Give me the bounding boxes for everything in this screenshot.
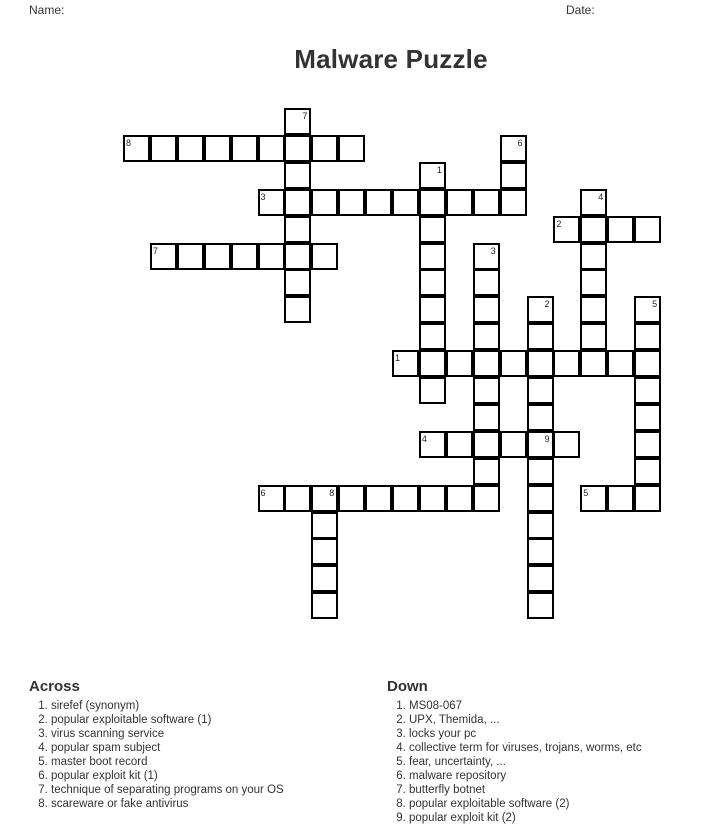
clue-number: 7: [152, 245, 158, 256]
down-clue: 6. malware repository: [409, 769, 707, 783]
grid-cell[interactable]: [419, 216, 446, 243]
clue-number: 2: [544, 299, 550, 310]
across-clue: 7. technique of separating programs on your OS: [51, 783, 359, 797]
grid-cell[interactable]: [580, 243, 607, 270]
grid-cell[interactable]: [500, 431, 527, 458]
grid-cell[interactable]: [284, 216, 311, 243]
grid-cell[interactable]: [284, 269, 311, 296]
page-title: Malware Puzzle: [294, 44, 488, 74]
grid-cell[interactable]: [527, 377, 554, 404]
clue-number: 8: [126, 137, 132, 148]
grid-cell[interactable]: [527, 404, 554, 431]
grid-cell[interactable]: [527, 350, 554, 377]
grid-cell[interactable]: [580, 269, 607, 296]
grid-cell[interactable]: [580, 296, 607, 323]
grid-cell[interactable]: [258, 135, 285, 162]
grid-cell[interactable]: [527, 512, 554, 539]
down-clue: 8. popular exploitable software (2): [409, 797, 707, 811]
grid-cell[interactable]: [311, 243, 338, 270]
grid-cell[interactable]: [473, 350, 500, 377]
grid-cell[interactable]: [553, 431, 580, 458]
grid-cell[interactable]: [311, 538, 338, 565]
grid-cell[interactable]: [473, 269, 500, 296]
date-label: Date:: [566, 3, 595, 17]
grid-cell[interactable]: [500, 350, 527, 377]
grid-cell[interactable]: [231, 243, 258, 270]
grid-cell[interactable]: [258, 243, 285, 270]
grid-cell[interactable]: [231, 135, 258, 162]
grid-cell[interactable]: [419, 377, 446, 404]
grid-cell[interactable]: [338, 189, 365, 216]
across-clue: 3. virus scanning service: [51, 727, 359, 741]
grid-cell[interactable]: [634, 323, 661, 350]
clue-number: 9: [544, 433, 550, 444]
grid-cell[interactable]: [284, 189, 311, 216]
grid-cell[interactable]: [419, 323, 446, 350]
grid-cell[interactable]: [365, 189, 392, 216]
grid-cell[interactable]: [150, 135, 177, 162]
down-clue: 5. fear, uncertainty, ...: [409, 755, 707, 769]
clue-number: 2: [556, 218, 562, 229]
grid-cell[interactable]: [338, 135, 365, 162]
grid-cell[interactable]: [392, 485, 419, 512]
clue-number: 4: [598, 191, 604, 202]
grid-cell[interactable]: [284, 135, 311, 162]
down-clue: 4. collective term for viruses, trojans, worms, etc: [409, 741, 707, 755]
clue-number: 6: [260, 487, 266, 498]
clue-number: 8: [329, 487, 335, 498]
grid-cell[interactable]: [634, 377, 661, 404]
grid-cell[interactable]: [419, 269, 446, 296]
grid-cell[interactable]: [607, 216, 634, 243]
grid-cell[interactable]: [527, 565, 554, 592]
grid-cell[interactable]: [553, 350, 580, 377]
grid-cell[interactable]: [311, 512, 338, 539]
grid-cell[interactable]: [446, 431, 473, 458]
grid-cell[interactable]: [473, 377, 500, 404]
down-clue: 7. butterfly botnet: [409, 783, 707, 797]
down-heading: Down: [387, 678, 428, 695]
grid-cell[interactable]: [634, 485, 661, 512]
down-clue: 9. popular exploit kit (2): [409, 811, 707, 825]
grid-cell[interactable]: [204, 135, 231, 162]
clue-number: 3: [260, 191, 266, 202]
grid-cell[interactable]: [607, 485, 634, 512]
grid-cell[interactable]: [392, 189, 419, 216]
across-list: [29, 699, 359, 811]
grid-cell[interactable]: [419, 189, 446, 216]
across-clue: 8. scareware or fake antivirus: [51, 797, 359, 811]
grid-cell[interactable]: [473, 323, 500, 350]
across-clue: 2. popular exploitable software (1): [51, 713, 359, 727]
grid-cell[interactable]: [473, 189, 500, 216]
grid-cell[interactable]: [634, 350, 661, 377]
grid-cell[interactable]: [580, 216, 607, 243]
grid-cell[interactable]: [284, 243, 311, 270]
down-clue: 2. UPX, Themida, ...: [409, 713, 707, 727]
grid-cell[interactable]: [473, 458, 500, 485]
clue-number: 5: [652, 299, 658, 310]
grid-cell[interactable]: [204, 243, 231, 270]
grid-cell[interactable]: [473, 485, 500, 512]
grid-cell[interactable]: [446, 485, 473, 512]
across-heading: Across: [29, 678, 80, 695]
grid-cell[interactable]: [634, 216, 661, 243]
grid-cell[interactable]: [527, 592, 554, 619]
clue-number: 6: [517, 137, 523, 148]
grid-cell[interactable]: [500, 189, 527, 216]
clue-number: 4: [421, 433, 427, 444]
grid-cell[interactable]: [634, 431, 661, 458]
grid-cell[interactable]: [311, 135, 338, 162]
grid-cell[interactable]: [284, 296, 311, 323]
grid-cell[interactable]: [580, 350, 607, 377]
grid-cell[interactable]: [580, 323, 607, 350]
across-clue: 1. sirefef (synonym): [51, 699, 359, 713]
grid-cell[interactable]: [311, 189, 338, 216]
clue-number: 1: [436, 164, 442, 175]
grid-cell[interactable]: [284, 162, 311, 189]
grid-cell[interactable]: [365, 485, 392, 512]
grid-cell[interactable]: [338, 485, 365, 512]
grid-cell[interactable]: [284, 485, 311, 512]
down-list: [387, 699, 707, 825]
across-clues: [29, 678, 359, 811]
grid-cell[interactable]: [419, 243, 446, 270]
grid-cell[interactable]: [527, 458, 554, 485]
grid-cell[interactable]: [634, 404, 661, 431]
grid-cell[interactable]: [527, 485, 554, 512]
clue-number: 1: [395, 353, 401, 364]
across-clue: 6. popular exploit kit (1): [51, 769, 359, 783]
grid-cell[interactable]: [607, 350, 634, 377]
grid-cell[interactable]: [500, 162, 527, 189]
across-clue: 5. master boot record: [51, 755, 359, 769]
grid-cell[interactable]: [419, 485, 446, 512]
down-clues: [387, 678, 707, 825]
clue-number: 7: [302, 111, 308, 121]
grid-cell[interactable]: [177, 243, 204, 270]
down-clue: 3. locks your pc: [409, 727, 707, 741]
down-clue: 1. MS08-067: [409, 699, 707, 713]
grid-cell[interactable]: [527, 323, 554, 350]
clue-number: 3: [490, 245, 496, 256]
grid-cell[interactable]: [473, 296, 500, 323]
grid-cell[interactable]: [527, 538, 554, 565]
grid-cell[interactable]: [177, 135, 204, 162]
name-label: Name:: [29, 3, 65, 17]
grid-cell[interactable]: [311, 592, 338, 619]
grid-cell[interactable]: [419, 296, 446, 323]
grid-cell[interactable]: [446, 189, 473, 216]
across-clue: 4. popular spam subject: [51, 741, 359, 755]
grid-cell[interactable]: [473, 431, 500, 458]
grid-cell[interactable]: [634, 458, 661, 485]
grid-cell[interactable]: [473, 404, 500, 431]
grid-cell[interactable]: [446, 350, 473, 377]
grid-cell[interactable]: [311, 565, 338, 592]
grid-cell[interactable]: [419, 350, 446, 377]
clue-number: 5: [583, 487, 589, 498]
